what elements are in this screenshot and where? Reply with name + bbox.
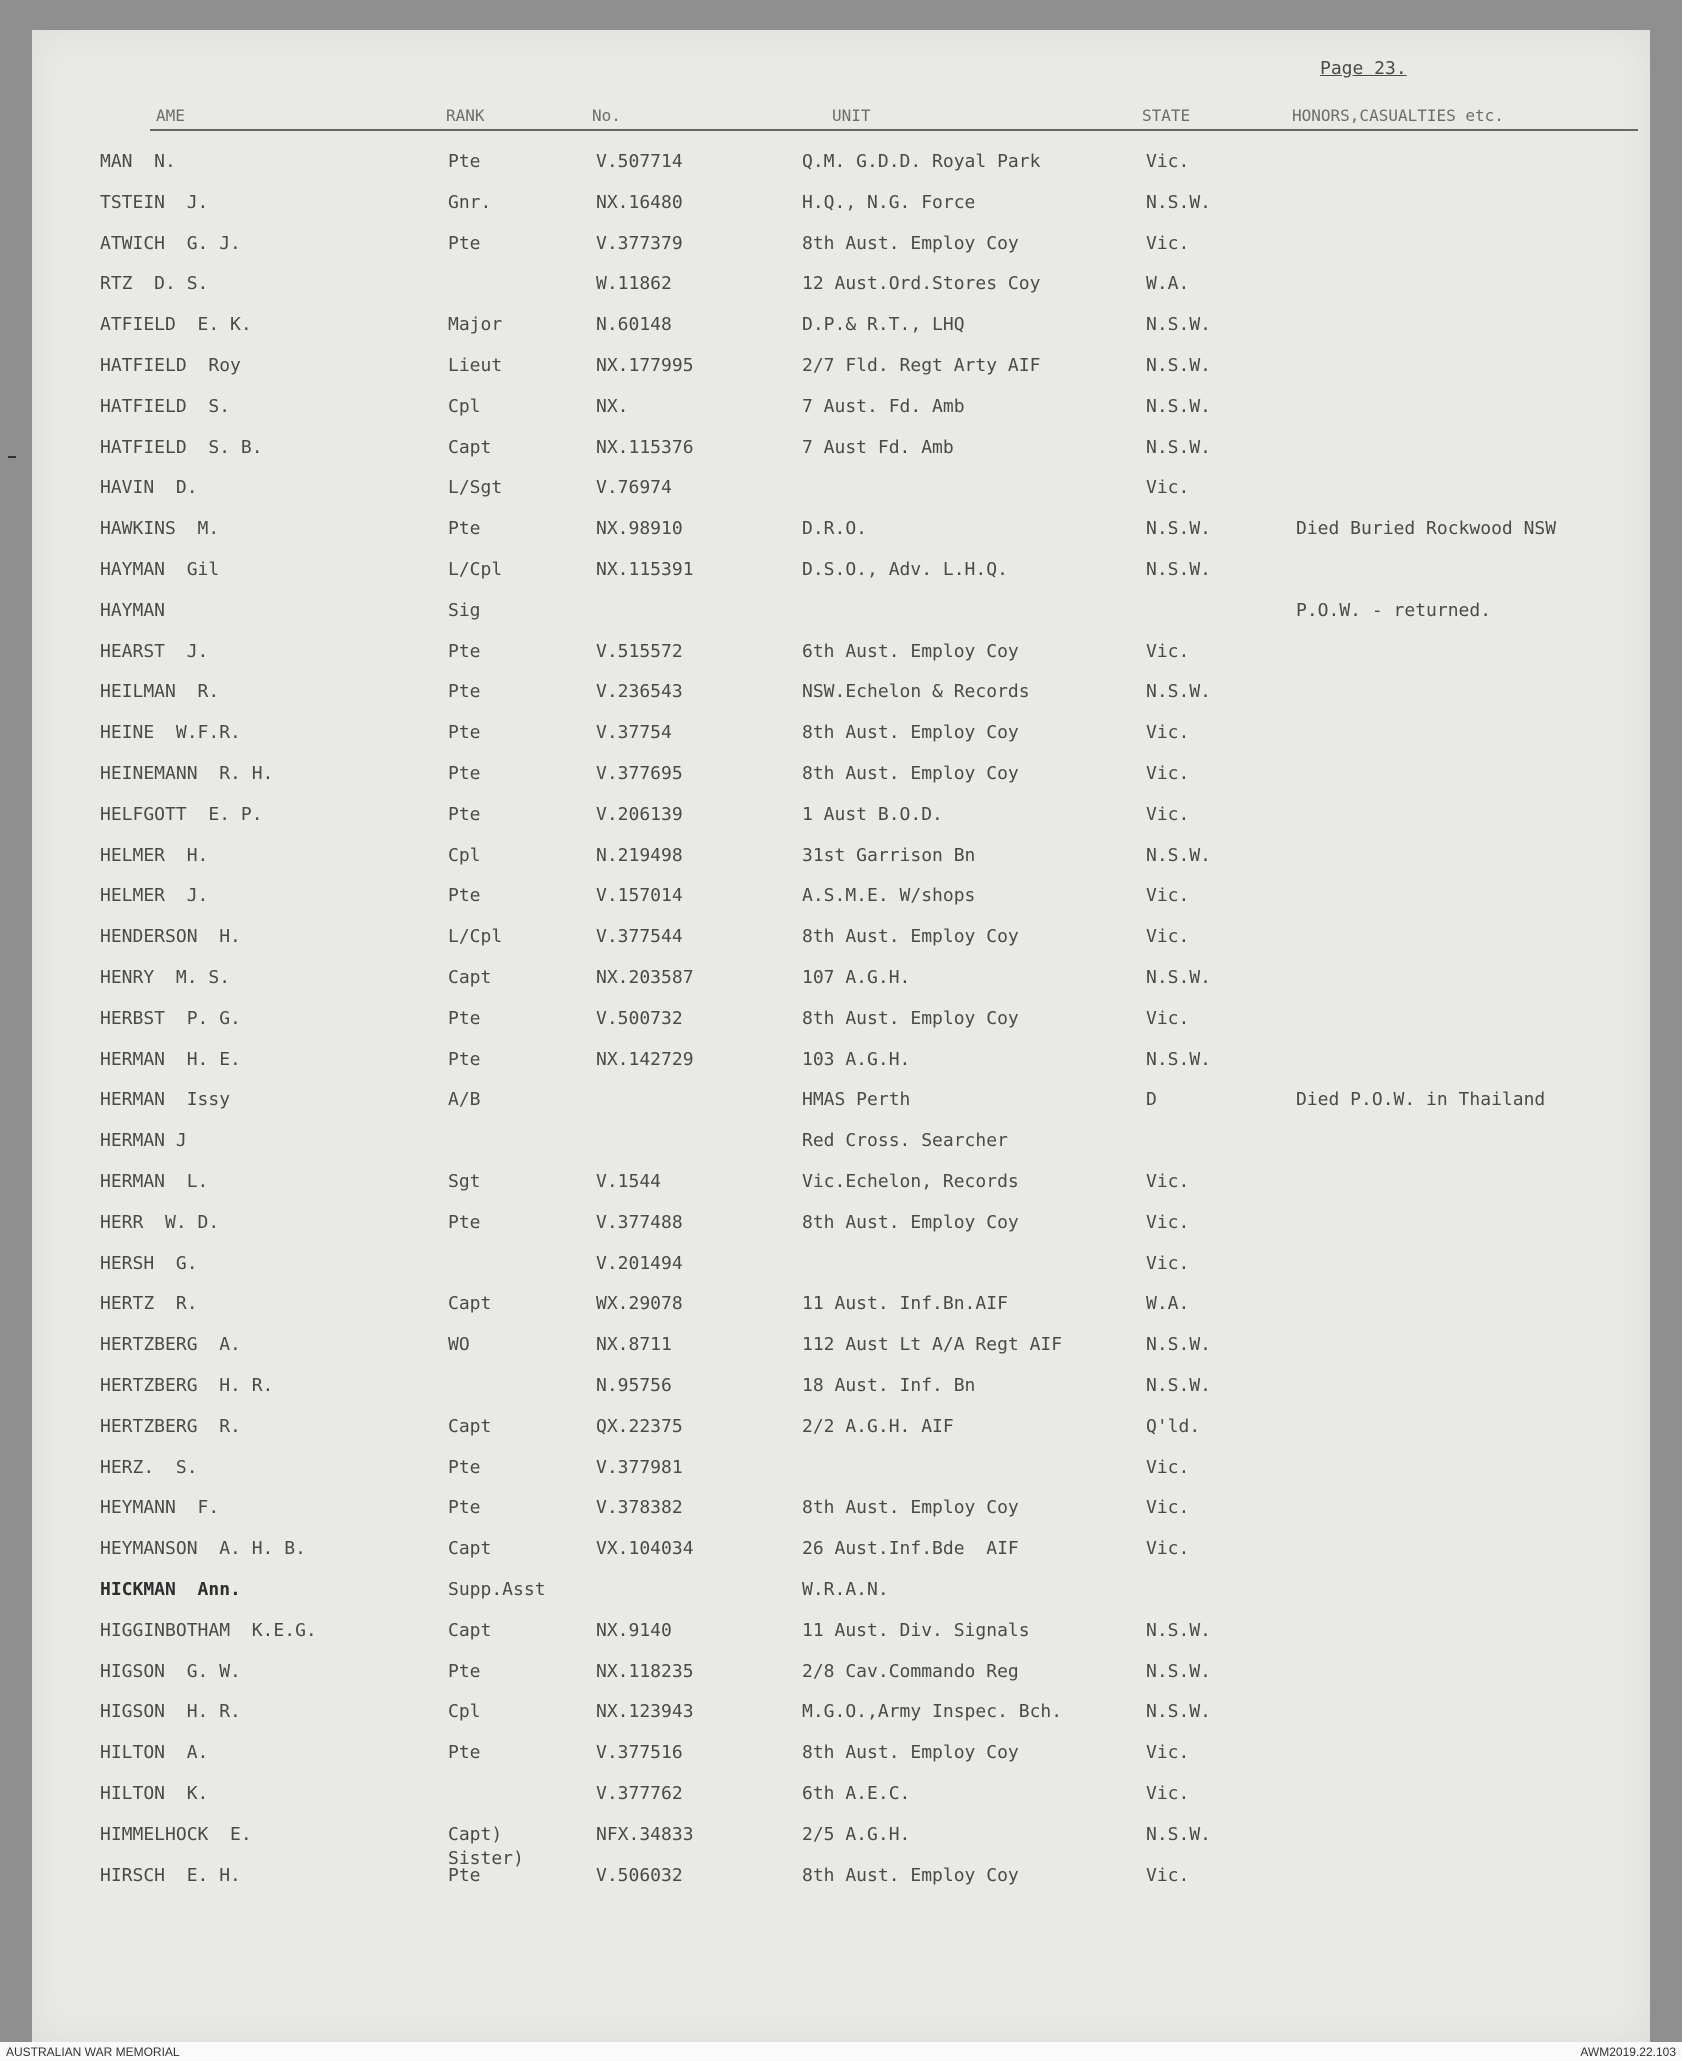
- cell-state: N.S.W.: [1146, 1049, 1212, 1070]
- cell-name: HIGSON G. W.: [100, 1661, 241, 1682]
- cell-unit: M.G.O.,Army Inspec. Bch.: [802, 1701, 1063, 1722]
- cell-rank: Sig: [448, 600, 481, 621]
- cell-state: Vic.: [1146, 1497, 1190, 1518]
- cell-rank: Cpl: [448, 396, 481, 417]
- table-row: [0, 1537, 1682, 1567]
- cell-no: NX.177995: [596, 355, 694, 376]
- cell-state: D: [1146, 1089, 1157, 1110]
- table-row: [0, 1700, 1682, 1730]
- table-row: [0, 436, 1682, 466]
- cell-rank: Pte: [448, 1661, 481, 1682]
- cell-unit: 7 Aust. Fd. Amb: [802, 396, 965, 417]
- cell-no: V.515572: [596, 641, 683, 662]
- cell-no: NFX.34833: [596, 1824, 694, 1845]
- cell-unit: 8th Aust. Employ Coy: [802, 763, 1019, 784]
- cell-name: HIMMELHOCK E.: [100, 1824, 252, 1845]
- table-row: [0, 272, 1682, 302]
- header-unit: UNIT: [832, 106, 871, 125]
- cell-state: Vic.: [1146, 722, 1190, 743]
- cell-name: HEYMANSON A. H. B.: [100, 1538, 306, 1559]
- cell-name: HIRSCH E. H.: [100, 1865, 241, 1886]
- table-row: [0, 1782, 1682, 1812]
- table-row: [0, 1578, 1682, 1608]
- cell-name: HERMAN H. E.: [100, 1049, 241, 1070]
- table-row: [0, 395, 1682, 425]
- cell-no: NX.16480: [596, 192, 683, 213]
- cell-rank: Supp.Asst: [448, 1579, 546, 1600]
- cell-name: RTZ D. S.: [100, 273, 209, 294]
- cell-state: Vic.: [1146, 1865, 1190, 1886]
- cell-rank: Capt: [448, 1293, 492, 1314]
- cell-no: V.377695: [596, 763, 683, 784]
- cell-name: HENRY M. S.: [100, 967, 231, 988]
- cell-unit: W.R.A.N.: [802, 1579, 889, 1600]
- cell-no: V.506032: [596, 1865, 683, 1886]
- cell-unit: 7 Aust Fd. Amb: [802, 437, 954, 458]
- table-row: [0, 1619, 1682, 1649]
- footer-bar: [0, 2042, 1682, 2061]
- table-row: [0, 354, 1682, 384]
- cell-rank: Pte: [448, 233, 481, 254]
- cell-unit: 2/2 A.G.H. AIF: [802, 1416, 954, 1437]
- cell-unit: 112 Aust Lt A/A Regt AIF: [802, 1334, 1063, 1355]
- cell-rank: Pte: [448, 1497, 481, 1518]
- table-row: [0, 721, 1682, 751]
- cell-no: W.11862: [596, 273, 672, 294]
- cell-no: V.377762: [596, 1783, 683, 1804]
- cell-state: Vic.: [1146, 804, 1190, 825]
- cell-no: V.157014: [596, 885, 683, 906]
- cell-state: Vic.: [1146, 926, 1190, 947]
- cell-rank: Capt: [448, 1416, 492, 1437]
- cell-state: N.S.W.: [1146, 355, 1212, 376]
- cell-name: HERMAN Issy: [100, 1089, 231, 1110]
- cell-unit: 18 Aust. Inf. Bn: [802, 1375, 976, 1396]
- table-row: [0, 313, 1682, 343]
- table-row: [0, 1048, 1682, 1078]
- cell-name: HELFGOTT E. P.: [100, 804, 263, 825]
- cell-no: N.60148: [596, 314, 672, 335]
- cell-unit: 11 Aust. Div. Signals: [802, 1620, 1030, 1641]
- cell-rank: Pte: [448, 1457, 481, 1478]
- header-no: No.: [592, 106, 621, 125]
- table-row: [0, 640, 1682, 670]
- cell-state: Vic.: [1146, 151, 1190, 172]
- cell-name: HELMER H.: [100, 845, 209, 866]
- cell-unit: 26 Aust.Inf.Bde AIF: [802, 1538, 1019, 1559]
- cell-rank: Pte: [448, 518, 481, 539]
- cell-rank: WO: [448, 1334, 470, 1355]
- cell-unit: 8th Aust. Employ Coy: [802, 1212, 1019, 1233]
- cell-rank: Pte: [448, 641, 481, 662]
- footer-reference: AWM2019.22.103: [1580, 2045, 1676, 2059]
- cell-rank: Pte: [448, 763, 481, 784]
- cell-name: HILTON K.: [100, 1783, 209, 1804]
- table-row: [0, 150, 1682, 180]
- cell-unit: Vic.Echelon, Records: [802, 1171, 1019, 1192]
- cell-name: HERBST P. G.: [100, 1008, 241, 1029]
- cell-state: N.S.W.: [1146, 518, 1212, 539]
- cell-rank: L/Sgt: [448, 477, 503, 498]
- cell-name: HERMAN J: [100, 1130, 187, 1151]
- cell-no: NX.118235: [596, 1661, 694, 1682]
- cell-no: NX.8711: [596, 1334, 672, 1355]
- cell-unit: 2/5 A.G.H.: [802, 1824, 911, 1845]
- table-row: [0, 925, 1682, 955]
- cell-name: HAYMAN: [100, 600, 166, 621]
- cell-state: Vic.: [1146, 1457, 1190, 1478]
- cell-rank: Pte: [448, 722, 481, 743]
- cell-name: HEYMANN F.: [100, 1497, 220, 1518]
- cell-rank: Capt: [448, 1620, 492, 1641]
- cell-name: HATFIELD S.: [100, 396, 231, 417]
- cell-state: Vic.: [1146, 1783, 1190, 1804]
- cell-notes: Died P.O.W. in Thailand: [1296, 1089, 1546, 1110]
- cell-unit: 1 Aust B.O.D.: [802, 804, 943, 825]
- table-row: [0, 1415, 1682, 1445]
- cell-state: N.S.W.: [1146, 1375, 1212, 1396]
- cell-unit: 12 Aust.Ord.Stores Coy: [802, 273, 1041, 294]
- cell-unit: 6th Aust. Employ Coy: [802, 641, 1019, 662]
- cell-rank: A/B: [448, 1089, 481, 1110]
- cell-rank: Pte: [448, 1742, 481, 1763]
- cell-rank: Cpl: [448, 845, 481, 866]
- cell-unit: NSW.Echelon & Records: [802, 681, 1030, 702]
- cell-rank: Sgt: [448, 1171, 481, 1192]
- table-row: [0, 1088, 1682, 1118]
- table-row: [0, 680, 1682, 710]
- cell-no: V.507714: [596, 151, 683, 172]
- cell-name: HAWKINS M.: [100, 518, 220, 539]
- cell-unit: 103 A.G.H.: [802, 1049, 911, 1070]
- table-row: [0, 1252, 1682, 1282]
- cell-no: NX.115376: [596, 437, 694, 458]
- table-row: [0, 1211, 1682, 1241]
- cell-no: V.500732: [596, 1008, 683, 1029]
- cell-state: N.S.W.: [1146, 967, 1212, 988]
- cell-name: HEILMAN R.: [100, 681, 220, 702]
- cell-name: HERTZ R.: [100, 1293, 198, 1314]
- cell-no: V.378382: [596, 1497, 683, 1518]
- cell-state: Vic.: [1146, 641, 1190, 662]
- cell-unit: 8th Aust. Employ Coy: [802, 926, 1019, 947]
- cell-no: V.37754: [596, 722, 672, 743]
- cell-unit: H.Q., N.G. Force: [802, 192, 976, 213]
- cell-notes: P.O.W. - returned.: [1296, 600, 1492, 621]
- table-row: [0, 1007, 1682, 1037]
- cell-state: Vic.: [1146, 477, 1190, 498]
- cell-state: Vic.: [1146, 1008, 1190, 1029]
- cell-no: V.377981: [596, 1457, 683, 1478]
- table-row: [0, 1374, 1682, 1404]
- cell-rank: Capt: [448, 967, 492, 988]
- cell-unit: 8th Aust. Employ Coy: [802, 1865, 1019, 1886]
- cell-no: NX.115391: [596, 559, 694, 580]
- cell-no: NX.98910: [596, 518, 683, 539]
- cell-rank: Pte: [448, 681, 481, 702]
- cell-name: HICKMAN Ann.: [100, 1579, 241, 1600]
- cell-name: HATFIELD S. B.: [100, 437, 263, 458]
- cell-no: V.377379: [596, 233, 683, 254]
- cell-name: HAYMAN Gil: [100, 559, 220, 580]
- footer-institution: AUSTRALIAN WAR MEMORIAL: [6, 2045, 180, 2059]
- cell-no: N.95756: [596, 1375, 672, 1396]
- cell-unit: D.P.& R.T., LHQ: [802, 314, 965, 335]
- cell-no: NX.: [596, 396, 629, 417]
- cell-name: HEARST J.: [100, 641, 209, 662]
- cell-state: N.S.W.: [1146, 1824, 1212, 1845]
- table-row: [0, 1496, 1682, 1526]
- cell-no: V.377488: [596, 1212, 683, 1233]
- cell-unit: 8th Aust. Employ Coy: [802, 233, 1019, 254]
- page-number: Page 23.: [1320, 58, 1407, 79]
- cell-rank: Pte: [448, 885, 481, 906]
- cell-state: Vic.: [1146, 763, 1190, 784]
- cell-unit: 2/8 Cav.Commando Reg: [802, 1661, 1019, 1682]
- cell-unit: HMAS Perth: [802, 1089, 911, 1110]
- cell-state: N.S.W.: [1146, 1661, 1212, 1682]
- cell-name: MAN N.: [100, 151, 176, 172]
- cell-rank: Pte: [448, 1212, 481, 1233]
- cell-unit: 6th A.E.C.: [802, 1783, 911, 1804]
- cell-state: N.S.W.: [1146, 559, 1212, 580]
- cell-unit: 107 A.G.H.: [802, 967, 911, 988]
- table-row: [0, 517, 1682, 547]
- cell-unit: 31st Garrison Bn: [802, 845, 976, 866]
- cell-no: V.1544: [596, 1171, 662, 1192]
- cell-rank: Cpl: [448, 1701, 481, 1722]
- cell-state: N.S.W.: [1146, 314, 1212, 335]
- table-row: [0, 1170, 1682, 1200]
- cell-rank: Pte: [448, 1049, 481, 1070]
- cell-name: HERTZBERG A.: [100, 1334, 241, 1355]
- cell-name: TSTEIN J.: [100, 192, 209, 213]
- cell-rank: Pte: [448, 1008, 481, 1029]
- cell-name: HENDERSON H.: [100, 926, 241, 947]
- cell-name: HERSH G.: [100, 1253, 198, 1274]
- cell-state: N.S.W.: [1146, 396, 1212, 417]
- cell-name: ATFIELD E. K.: [100, 314, 252, 335]
- table-row: [0, 191, 1682, 221]
- table-row: [0, 1741, 1682, 1771]
- cell-rank: Capt: [448, 1538, 492, 1559]
- cell-name: ATWICH G. J.: [100, 233, 241, 254]
- cell-unit: 8th Aust. Employ Coy: [802, 1742, 1019, 1763]
- cell-name: HERZ. S.: [100, 1457, 198, 1478]
- header-name: AME: [156, 106, 185, 125]
- table-row: [0, 1129, 1682, 1159]
- cell-rank: Major: [448, 314, 503, 335]
- cell-state: Vic.: [1146, 1253, 1190, 1274]
- cell-unit: 8th Aust. Employ Coy: [802, 722, 1019, 743]
- table-row: [0, 1823, 1682, 1869]
- cell-state: W.A.: [1146, 273, 1190, 294]
- cell-unit: Q.M. G.D.D. Royal Park: [802, 151, 1041, 172]
- table-row: [0, 476, 1682, 506]
- cell-rank: Capt: [448, 437, 492, 458]
- cell-notes: Died Buried Rockwood NSW: [1296, 518, 1557, 539]
- cell-name: HEINEMANN R. H.: [100, 763, 274, 784]
- cell-no: NX.9140: [596, 1620, 672, 1641]
- cell-unit: 8th Aust. Employ Coy: [802, 1008, 1019, 1029]
- cell-no: N.219498: [596, 845, 683, 866]
- cell-name: HEINE W.F.R.: [100, 722, 241, 743]
- cell-no: V.236543: [596, 681, 683, 702]
- table-row: [0, 966, 1682, 996]
- cell-unit: D.S.O., Adv. L.H.Q.: [802, 559, 1008, 580]
- table-row: [0, 1333, 1682, 1363]
- cell-name: HERR W. D.: [100, 1212, 220, 1233]
- table-row: [0, 1292, 1682, 1322]
- cell-rank: L/Cpl: [448, 559, 503, 580]
- cell-unit: D.R.O.: [802, 518, 868, 539]
- table-row: [0, 844, 1682, 874]
- cell-no: V.206139: [596, 804, 683, 825]
- cell-name: HAVIN D.: [100, 477, 198, 498]
- header-rank: RANK: [446, 106, 485, 125]
- table-row: [0, 762, 1682, 792]
- cell-state: Vic.: [1146, 233, 1190, 254]
- cell-rank: Gnr.: [448, 192, 492, 213]
- cell-name: HELMER J.: [100, 885, 209, 906]
- cell-state: N.S.W.: [1146, 192, 1212, 213]
- cell-name: HERMAN L.: [100, 1171, 209, 1192]
- cell-unit: 2/7 Fld. Regt Arty AIF: [802, 355, 1041, 376]
- table-row: [0, 558, 1682, 588]
- cell-no: WX.29078: [596, 1293, 683, 1314]
- cell-state: N.S.W.: [1146, 1620, 1212, 1641]
- cell-state: Vic.: [1146, 1742, 1190, 1763]
- cell-name: HIGSON H. R.: [100, 1701, 241, 1722]
- table-row: [0, 1660, 1682, 1690]
- cell-no: QX.22375: [596, 1416, 683, 1437]
- cell-unit: 11 Aust. Inf.Bn.AIF: [802, 1293, 1008, 1314]
- cell-name: HATFIELD Roy: [100, 355, 241, 376]
- cell-no: V.377516: [596, 1742, 683, 1763]
- table-row: [0, 803, 1682, 833]
- table-row: [0, 1456, 1682, 1486]
- cell-no: NX.142729: [596, 1049, 694, 1070]
- cell-unit: 8th Aust. Employ Coy: [802, 1497, 1019, 1518]
- table-row: [0, 884, 1682, 914]
- cell-state: Vic.: [1146, 885, 1190, 906]
- cell-unit: Red Cross. Searcher: [802, 1130, 1008, 1151]
- cell-state: Q'ld.: [1146, 1416, 1201, 1437]
- cell-rank: Pte: [448, 151, 481, 172]
- cell-rank: Pte: [448, 1865, 481, 1886]
- cell-name: HERTZBERG R.: [100, 1416, 241, 1437]
- cell-state: N.S.W.: [1146, 1701, 1212, 1722]
- cell-name: HERTZBERG H. R.: [100, 1375, 274, 1396]
- cell-state: Vic.: [1146, 1171, 1190, 1192]
- table-row: [0, 599, 1682, 629]
- table-row: [0, 1864, 1682, 1894]
- cell-state: Vic.: [1146, 1538, 1190, 1559]
- cell-rank: Capt) Sister): [448, 1824, 524, 1869]
- cell-no: V.377544: [596, 926, 683, 947]
- cell-unit: A.S.M.E. W/shops: [802, 885, 976, 906]
- cell-state: W.A.: [1146, 1293, 1190, 1314]
- cell-state: Vic.: [1146, 1212, 1190, 1233]
- table-row: [0, 232, 1682, 262]
- cell-rank: L/Cpl: [448, 926, 503, 947]
- cell-no: NX.203587: [596, 967, 694, 988]
- cell-state: N.S.W.: [1146, 845, 1212, 866]
- cell-state: N.S.W.: [1146, 437, 1212, 458]
- cell-name: HIGGINBOTHAM K.E.G.: [100, 1620, 317, 1641]
- cell-name: HILTON A.: [100, 1742, 209, 1763]
- header-notes: HONORS,CASUALTIES etc.: [1292, 106, 1504, 125]
- cell-rank: Pte: [448, 804, 481, 825]
- header-state: STATE: [1142, 106, 1191, 125]
- cell-no: VX.104034: [596, 1538, 694, 1559]
- cell-no: V.76974: [596, 477, 672, 498]
- cell-state: N.S.W.: [1146, 1334, 1212, 1355]
- cell-no: NX.123943: [596, 1701, 694, 1722]
- cell-state: N.S.W.: [1146, 681, 1212, 702]
- cell-no: V.201494: [596, 1253, 683, 1274]
- cell-rank: Lieut: [448, 355, 503, 376]
